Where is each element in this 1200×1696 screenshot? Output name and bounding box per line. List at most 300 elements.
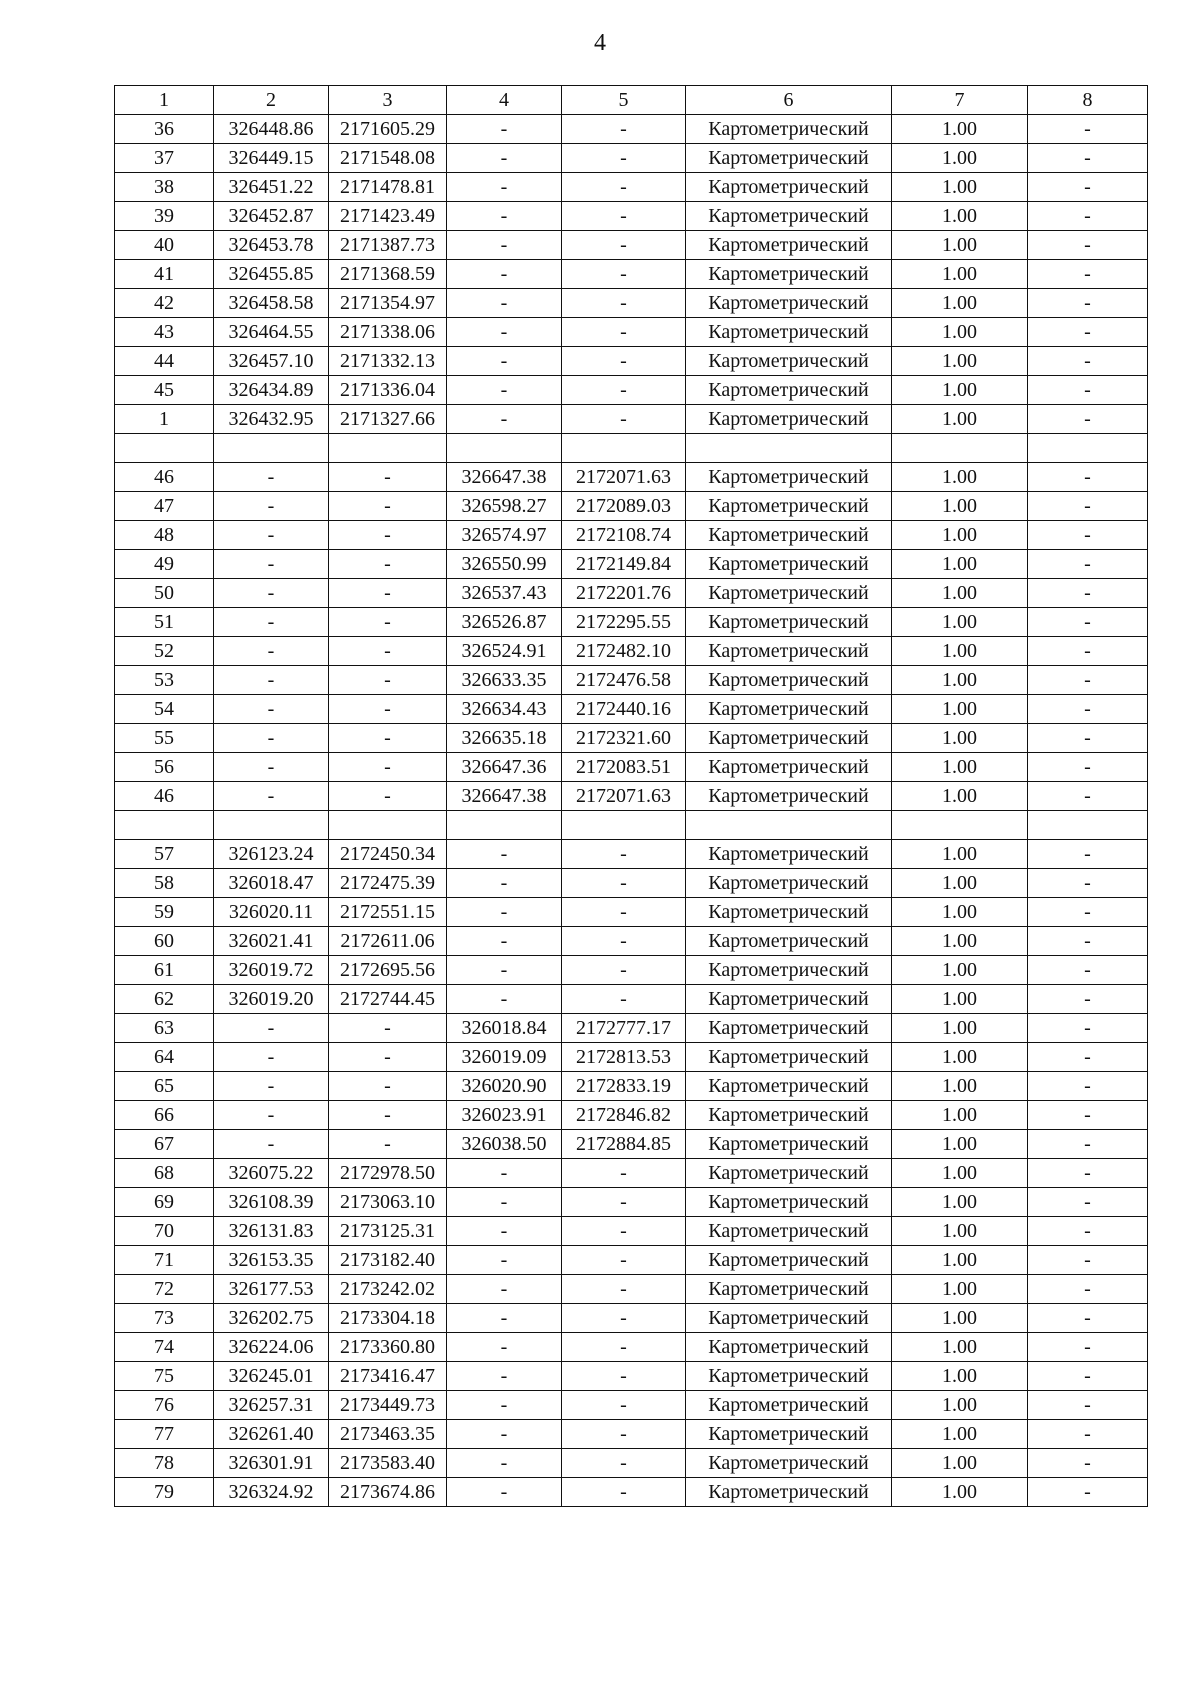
table-cell: - [562,985,686,1014]
table-cell: 326019.20 [214,985,329,1014]
table-cell: - [1028,724,1148,753]
table-cell: - [1028,927,1148,956]
table-cell: 326153.35 [214,1246,329,1275]
table-cell: 326038.50 [447,1130,562,1159]
table-row [115,1333,1148,1362]
table-cell: - [447,376,562,405]
table-row [115,869,1148,898]
table-cell: 326108.39 [214,1188,329,1217]
table-cell: 2172295.55 [562,608,686,637]
table-cell: 2172083.51 [562,753,686,782]
table-cell: - [329,1014,447,1043]
table-cell [562,811,686,840]
table-row [115,521,1148,550]
table-cell: 36 [115,115,214,144]
table-cell: 50 [115,579,214,608]
table-cell: 1.00 [892,1043,1028,1072]
table-cell: - [214,521,329,550]
table-cell: 326257.31 [214,1391,329,1420]
table-cell: Картометрический [686,492,892,521]
table-cell: 326550.99 [447,550,562,579]
table-cell: 48 [115,521,214,550]
table-cell: - [1028,550,1148,579]
table-cell: 326635.18 [447,724,562,753]
table-cell: - [214,1101,329,1130]
table-cell: 41 [115,260,214,289]
table-cell: - [214,608,329,637]
table-cell: - [562,318,686,347]
table-cell: 326177.53 [214,1275,329,1304]
table-cell [1028,811,1148,840]
table-cell: - [562,1449,686,1478]
table-cell: - [1028,1130,1148,1159]
table-cell: 326018.47 [214,869,329,898]
table-row [115,1420,1148,1449]
table-cell: - [562,1246,686,1275]
table-cell: 1.00 [892,1420,1028,1449]
table-cell: Картометрический [686,1362,892,1391]
table-cell: 2172695.56 [329,956,447,985]
table-cell: 40 [115,231,214,260]
table-cell: 326537.43 [447,579,562,608]
table-cell: 2172201.76 [562,579,686,608]
table-cell: - [214,463,329,492]
table-cell: 1.00 [892,347,1028,376]
table-cell: Картометрический [686,1333,892,1362]
table-cell: 2172611.06 [329,927,447,956]
table-cell: 2172813.53 [562,1043,686,1072]
table-cell: - [214,1130,329,1159]
table-cell: - [1028,318,1148,347]
table-cell: 326598.27 [447,492,562,521]
table-row [115,1014,1148,1043]
table-cell: - [214,492,329,521]
table-cell: 326245.01 [214,1362,329,1391]
table-cell: 1.00 [892,666,1028,695]
table-cell: Картометрический [686,405,892,434]
table-cell [329,434,447,463]
table-cell: Картометрический [686,173,892,202]
column-header-4: 4 [447,86,562,115]
table-row [115,115,1148,144]
table-cell: - [562,1478,686,1507]
table-cell [447,811,562,840]
table-cell: - [447,231,562,260]
table-cell: - [562,376,686,405]
table-row [115,666,1148,695]
table-cell: Картометрический [686,1449,892,1478]
table-cell: 2171338.06 [329,318,447,347]
table-cell: - [447,318,562,347]
table-cell: 326021.41 [214,927,329,956]
table-cell: - [329,637,447,666]
table-row [115,347,1148,376]
table-cell: 2172149.84 [562,550,686,579]
table-cell: Картометрический [686,608,892,637]
table-cell: 71 [115,1246,214,1275]
table-cell: Картометрический [686,898,892,927]
table-cell: - [1028,956,1148,985]
table-cell: 1.00 [892,1304,1028,1333]
table-cell: 1.00 [892,173,1028,202]
table-cell: - [1028,1275,1148,1304]
table-row [115,1449,1148,1478]
table-cell: 2171327.66 [329,405,447,434]
table-cell: 70 [115,1217,214,1246]
table-cell: 2171354.97 [329,289,447,318]
table-cell: 2172108.74 [562,521,686,550]
table-cell: 1.00 [892,1217,1028,1246]
table-cell: 51 [115,608,214,637]
table-cell: 75 [115,1362,214,1391]
table-cell: - [562,144,686,173]
table-cell: 326018.84 [447,1014,562,1043]
table-row [115,144,1148,173]
table-cell: - [1028,405,1148,434]
table-cell: 2171423.49 [329,202,447,231]
table-cell: 64 [115,1043,214,1072]
table-cell: 2172833.19 [562,1072,686,1101]
table-cell: - [329,782,447,811]
table-cell: 55 [115,724,214,753]
table-cell [214,434,329,463]
table-cell: 53 [115,666,214,695]
table-cell: 326202.75 [214,1304,329,1333]
table-cell: - [447,289,562,318]
table-cell: - [214,550,329,579]
table-cell: 76 [115,1391,214,1420]
table-cell: 2173360.80 [329,1333,447,1362]
table-cell: Картометрический [686,115,892,144]
table-cell: 1.00 [892,927,1028,956]
table-cell: - [1028,1304,1148,1333]
table-cell: 1.00 [892,492,1028,521]
table-cell: 1.00 [892,1391,1028,1420]
table-cell: - [214,753,329,782]
table-cell: 1.00 [892,1014,1028,1043]
table-cell: - [447,1246,562,1275]
table-cell: 326224.06 [214,1333,329,1362]
table-cell: 1.00 [892,1246,1028,1275]
table-cell: - [1028,1362,1148,1391]
table-cell: 60 [115,927,214,956]
page-number: 4 [594,30,606,56]
table-cell: - [562,1217,686,1246]
table-cell: 2173463.35 [329,1420,447,1449]
table-cell: - [1028,492,1148,521]
table-cell: - [447,405,562,434]
table-cell [686,811,892,840]
table-cell: 1.00 [892,1362,1028,1391]
table-cell: - [1028,782,1148,811]
table-cell: - [329,1043,447,1072]
table-cell: Картометрический [686,1130,892,1159]
table-cell: 46 [115,463,214,492]
table-row [115,550,1148,579]
table-cell: Картометрический [686,782,892,811]
table-cell: 1.00 [892,1449,1028,1478]
table-cell: Картометрический [686,463,892,492]
table-cell: - [1028,1043,1148,1072]
table-cell: 1.00 [892,782,1028,811]
table-cell: - [1028,869,1148,898]
table-cell: 2172440.16 [562,695,686,724]
table-cell: 2172321.60 [562,724,686,753]
table-cell: 39 [115,202,214,231]
table-cell: Картометрический [686,956,892,985]
table-cell: - [214,1072,329,1101]
table-cell: - [329,724,447,753]
table-cell: - [1028,1014,1148,1043]
table-cell: 2172476.58 [562,666,686,695]
table-cell: - [562,1188,686,1217]
table-cell: - [1028,1159,1148,1188]
table-row [115,1217,1148,1246]
table-cell: 1.00 [892,231,1028,260]
table-row [115,1275,1148,1304]
table-cell: 1.00 [892,376,1028,405]
table-cell: Картометрический [686,1159,892,1188]
table-cell: 326449.15 [214,144,329,173]
table-cell: - [1028,231,1148,260]
table-cell: 1.00 [892,405,1028,434]
table-cell: 37 [115,144,214,173]
table-cell: - [562,231,686,260]
table-cell: 1.00 [892,1478,1028,1507]
table-cell: 57 [115,840,214,869]
table-cell: - [447,1420,562,1449]
table-cell: 2172475.39 [329,869,447,898]
table-cell: 44 [115,347,214,376]
table-cell: 326131.83 [214,1217,329,1246]
table-cell: 326452.87 [214,202,329,231]
table-cell: 68 [115,1159,214,1188]
table-cell [214,811,329,840]
table-cell: 67 [115,1130,214,1159]
table-cell: - [329,492,447,521]
table-cell: 1.00 [892,985,1028,1014]
table-cell: Картометрический [686,1217,892,1246]
table-cell: 2172846.82 [562,1101,686,1130]
table-cell: 2171387.73 [329,231,447,260]
table-cell: - [329,1072,447,1101]
table-cell: - [1028,521,1148,550]
table-cell [892,811,1028,840]
table-cell: 38 [115,173,214,202]
table-cell: - [1028,260,1148,289]
table-cell: - [562,898,686,927]
table-cell: Картометрический [686,231,892,260]
table-cell: 1.00 [892,956,1028,985]
table-row [115,492,1148,521]
table-cell: 62 [115,985,214,1014]
table-cell: - [447,1333,562,1362]
table-cell: - [1028,1391,1148,1420]
table-cell: 42 [115,289,214,318]
table-cell: 1.00 [892,724,1028,753]
table-cell: 45 [115,376,214,405]
table-cell: 73 [115,1304,214,1333]
table-cell: - [1028,289,1148,318]
table-row [115,202,1148,231]
table-cell: 1.00 [892,115,1028,144]
table-row [115,1188,1148,1217]
table-cell: 1.00 [892,579,1028,608]
table-cell: 1.00 [892,521,1028,550]
table-cell: 326634.43 [447,695,562,724]
table-cell: - [447,1391,562,1420]
column-header-3: 3 [329,86,447,115]
table-cell: Картометрический [686,1072,892,1101]
table-cell: 1.00 [892,840,1028,869]
table-row [115,608,1148,637]
table-cell: 2173063.10 [329,1188,447,1217]
table-row [115,1130,1148,1159]
table-cell: 326123.24 [214,840,329,869]
table-cell: - [447,869,562,898]
table-cell: 74 [115,1333,214,1362]
table-cell: 66 [115,1101,214,1130]
table-cell: - [562,1391,686,1420]
table-cell: - [562,1362,686,1391]
table-cell: Картометрический [686,550,892,579]
table-cell: - [1028,579,1148,608]
table-cell: 1.00 [892,695,1028,724]
table-cell: 326464.55 [214,318,329,347]
table-cell: - [447,1159,562,1188]
table-cell: Картометрический [686,666,892,695]
table-cell: Картометрический [686,1188,892,1217]
table-cell: 326574.97 [447,521,562,550]
table-cell: 2173674.86 [329,1478,447,1507]
table-cell: - [447,1188,562,1217]
table-cell: - [1028,202,1148,231]
table-row [115,579,1148,608]
table-cell: - [1028,347,1148,376]
table-cell: - [447,347,562,376]
table-cell: 326075.22 [214,1159,329,1188]
table-cell: 1.00 [892,1275,1028,1304]
table-cell: Картометрический [686,318,892,347]
table-cell: - [562,1304,686,1333]
table-cell: - [329,521,447,550]
table-cell: - [562,405,686,434]
table-row [115,318,1148,347]
table-cell: - [329,608,447,637]
table-cell: 1.00 [892,144,1028,173]
table-row [115,782,1148,811]
table-cell: Картометрический [686,695,892,724]
table-cell: 2172071.63 [562,782,686,811]
table-cell: Картометрический [686,144,892,173]
table-cell: 326432.95 [214,405,329,434]
table-cell: 2171332.13 [329,347,447,376]
table-cell: 326019.72 [214,956,329,985]
table-cell: 1.00 [892,202,1028,231]
table-cell: 77 [115,1420,214,1449]
table-cell: Картометрический [686,1478,892,1507]
table-cell: - [562,173,686,202]
column-header-6: 6 [686,86,892,115]
table-cell: 1.00 [892,898,1028,927]
table-cell: Картометрический [686,579,892,608]
table-cell: - [447,202,562,231]
table-cell: 1.00 [892,318,1028,347]
table-cell: - [1028,753,1148,782]
header-row [115,86,1148,115]
table-cell: 1.00 [892,1072,1028,1101]
table-row [115,1043,1148,1072]
table-cell: 1.00 [892,463,1028,492]
table-cell: - [562,1420,686,1449]
table-cell: - [214,666,329,695]
table-cell: 43 [115,318,214,347]
table-cell: 2171336.04 [329,376,447,405]
table-row [115,1101,1148,1130]
table-cell: 326448.86 [214,115,329,144]
table-row [115,231,1148,260]
table-cell: 1.00 [892,289,1028,318]
table-cell: 326261.40 [214,1420,329,1449]
table-row [115,1478,1148,1507]
table-cell: Картометрический [686,521,892,550]
table-cell: - [447,1449,562,1478]
table-cell: 52 [115,637,214,666]
table-cell: 1.00 [892,637,1028,666]
table-cell: - [1028,840,1148,869]
table-cell: - [562,869,686,898]
table-cell: - [562,956,686,985]
table-cell: 1.00 [892,1159,1028,1188]
table-cell: - [214,637,329,666]
table-cell: 326455.85 [214,260,329,289]
table-cell: Картометрический [686,1391,892,1420]
table-cell: - [447,927,562,956]
table-cell: - [1028,463,1148,492]
table-row [115,898,1148,927]
table-cell: Картометрический [686,1246,892,1275]
table-cell: 2173304.18 [329,1304,447,1333]
table-row [115,1391,1148,1420]
table-cell: - [214,1043,329,1072]
table-cell: - [562,260,686,289]
table-cell: - [329,1130,447,1159]
table-cell: 79 [115,1478,214,1507]
table-cell: 54 [115,695,214,724]
table-cell: - [447,260,562,289]
table-cell: Картометрический [686,840,892,869]
table-header [115,86,1148,115]
table-cell: 1.00 [892,550,1028,579]
table-row [115,1304,1148,1333]
table-cell: Картометрический [686,637,892,666]
table-cell: - [1028,144,1148,173]
table-cell: - [1028,608,1148,637]
table-cell: 69 [115,1188,214,1217]
table-cell: - [1028,1449,1148,1478]
table-cell: Картометрический [686,347,892,376]
table-cell: 326023.91 [447,1101,562,1130]
table-cell: - [1028,1478,1148,1507]
table-cell: - [447,1362,562,1391]
table-cell: Картометрический [686,376,892,405]
table-cell: 326526.87 [447,608,562,637]
table-row [115,956,1148,985]
table-cell: 58 [115,869,214,898]
table-cell: 326324.92 [214,1478,329,1507]
table-cell: 46 [115,782,214,811]
table-row [115,1362,1148,1391]
